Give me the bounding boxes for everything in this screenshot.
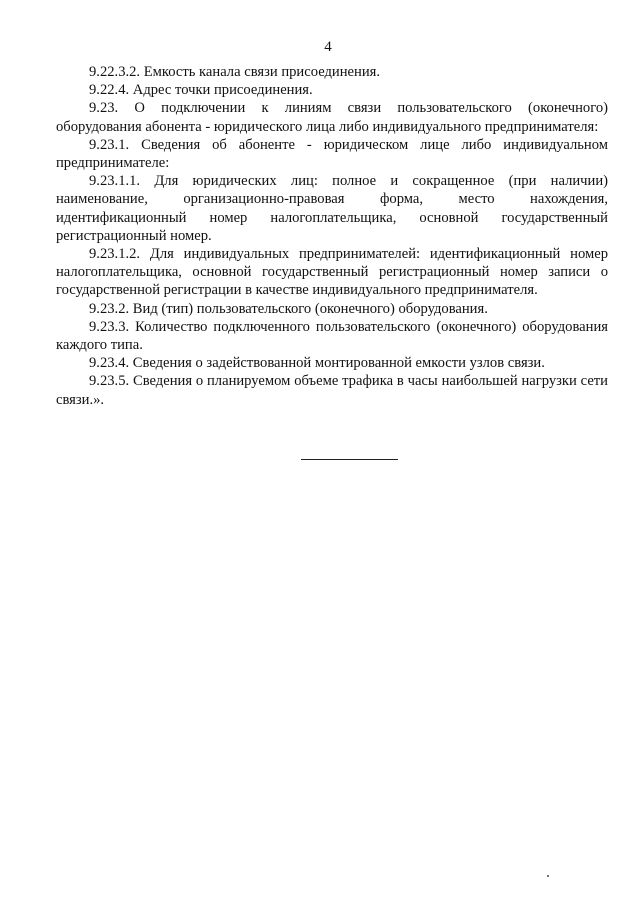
scan-speck (547, 875, 549, 877)
paragraph-9-23-2: 9.23.2. Вид (тип) пользовательского (оконечного) оборудования. (89, 300, 488, 317)
paragraph-9-22-3-2: 9.22.3.2. Емкость канала связи присоединения. (89, 64, 380, 80)
paragraph-9-23-4: 9.23.4. Сведения о задействованной монтированной емкости узлов связи. (89, 355, 545, 372)
paragraph-9-23-1: 9.23.1. Сведения об абоненте - юридическом лице либо индивидуальном предпринимателе: (56, 136, 608, 172)
paragraph-9-23-1-1: 9.23.1.1. Для юридических лиц: полное и сокращенное (при наличии) наименование, организационно-правовая форма, место нахождения, идентификационный номер налогоплательщика, основной государственный регистрационный номер. (56, 173, 608, 244)
end-of-document-divider (301, 459, 398, 460)
paragraph-9-23-3: 9.23.3. Количество подключенного пользовательского (оконечного) оборудования каждого типа. (56, 318, 608, 354)
document-body (56, 63, 608, 409)
paragraph-9-23-5: 9.23.5. Сведения о планируемом объеме трафика в часы наибольшей нагрузки сети связи.». (56, 373, 608, 408)
page-number: 4 (324, 39, 332, 55)
paragraph-9-23: 9.23. О подключении к линиям связи пользовательского (оконечного) оборудования абонента - юридического лица либо индивидуального предпринимателя: (56, 100, 608, 135)
paragraph-9-23-1-2: 9.23.1.2. Для индивидуальных предпринимателей: идентификационный номер налогоплательщика, основной государственный регистрационный номер записи о государственной регистрации в качестве индивидуального предпринимателя. (56, 246, 608, 299)
paragraph-9-22-4: 9.22.4. Адрес точки присоединения. (89, 82, 313, 99)
